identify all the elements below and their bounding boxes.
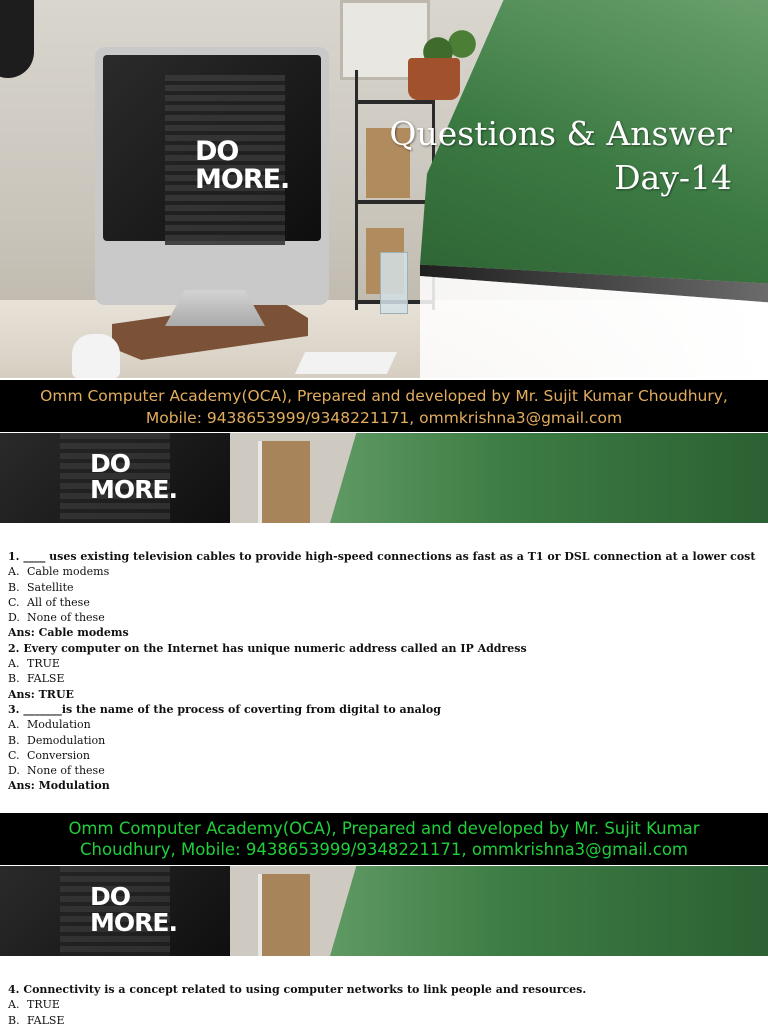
strip-slogan	[90, 884, 177, 936]
contact-line-1: Omm Computer Academy(OCA), Prepared and developed by Mr. Sujit Kumar	[68, 819, 700, 838]
option-letter: B.	[8, 1013, 20, 1024]
question-text: 3. _______is the name of the process of coverting from digital to analog	[8, 702, 441, 716]
notebook-image	[258, 874, 310, 956]
option-item	[8, 656, 758, 671]
slogan-line-2: MORE.	[195, 164, 290, 195]
option-letter: C.	[8, 595, 20, 609]
option-text: FALSE	[27, 672, 65, 686]
strip-slogan-line-1: DO	[90, 882, 131, 911]
answer-text: Ans: Modulation	[8, 779, 110, 793]
hero-slide	[0, 0, 768, 378]
answer-text: Ans: TRUE	[8, 687, 74, 701]
question-text: 2. Every computer on the Internet has unique numeric address called an IP Address	[8, 641, 527, 655]
option-letter: A.	[8, 565, 20, 579]
contact-line-2: Choudhury, Mobile: 9438653999/9348221171, ommkrishna3@gmail.com	[80, 840, 688, 859]
contact-banner-2	[0, 813, 768, 865]
option-item	[8, 1013, 758, 1024]
option-letter: D.	[8, 611, 20, 625]
option-item	[8, 717, 758, 732]
strip-slogan-line-2: MORE.	[90, 475, 177, 504]
option-item	[8, 748, 758, 763]
strip-slogan-line-1: DO	[90, 449, 131, 478]
title-line-2: Day-14	[614, 158, 732, 197]
strip-slogan-line-2: MORE.	[90, 908, 177, 937]
title-line-1: Questions & Answer	[389, 114, 732, 153]
option-letter: A.	[8, 657, 20, 671]
option-text: Modulation	[27, 718, 91, 732]
option-text: Satellite	[27, 580, 74, 594]
option-letter: C.	[8, 748, 20, 762]
vase-image	[72, 334, 120, 378]
option-text: Conversion	[27, 748, 90, 762]
question-block-2	[8, 982, 758, 1024]
option-text: None of these	[27, 611, 105, 625]
option-text: TRUE	[27, 998, 60, 1012]
option-letter: D.	[8, 764, 20, 778]
contact-line-2: Mobile: 9438653999/9348221171, ommkrishna3@gmail.com	[145, 409, 623, 427]
option-item	[8, 671, 758, 686]
slogan-line-1: DO	[195, 136, 239, 167]
option-letter: A.	[8, 998, 20, 1012]
water-glass-image	[380, 252, 408, 314]
keyboard-image	[295, 352, 397, 374]
option-item	[8, 997, 758, 1012]
option-item	[8, 733, 758, 748]
option-item	[8, 564, 758, 579]
header-strip-2	[0, 866, 768, 956]
strip-green-panel	[330, 433, 768, 523]
option-text: TRUE	[27, 657, 60, 671]
strip-green-panel	[330, 866, 768, 956]
option-letter: B.	[8, 580, 20, 594]
contact-line-1: Omm Computer Academy(OCA), Prepared and developed by Mr. Sujit Kumar Choudhury,	[40, 387, 728, 405]
option-letter: A.	[8, 718, 20, 732]
option-text: None of these	[27, 764, 105, 778]
screen-slogan	[195, 138, 289, 194]
option-item	[8, 595, 758, 610]
option-text: All of these	[27, 595, 90, 609]
contact-banner	[0, 380, 768, 432]
option-item	[8, 610, 758, 625]
option-text: Demodulation	[27, 733, 106, 747]
option-letter: B.	[8, 733, 20, 747]
question-text: 1. ____ uses existing television cables to provide high-speed connections as fast as a T1 or DSL connection at a lower cost	[8, 550, 756, 563]
option-text: Cable modems	[27, 565, 110, 579]
option-item	[8, 580, 758, 595]
strip-slogan	[90, 451, 177, 503]
lamp-image	[0, 0, 34, 78]
question-text: 4. Connectivity is a concept related to using computer networks to link people and resources.	[8, 983, 587, 996]
answer-text: Ans: Cable modems	[8, 626, 129, 640]
header-strip	[0, 433, 768, 523]
option-item	[8, 763, 758, 778]
option-letter: B.	[8, 672, 20, 686]
notebook-image	[258, 441, 310, 523]
option-text: FALSE	[27, 1013, 65, 1024]
question-block-1	[8, 549, 758, 794]
slide-title	[389, 112, 732, 200]
